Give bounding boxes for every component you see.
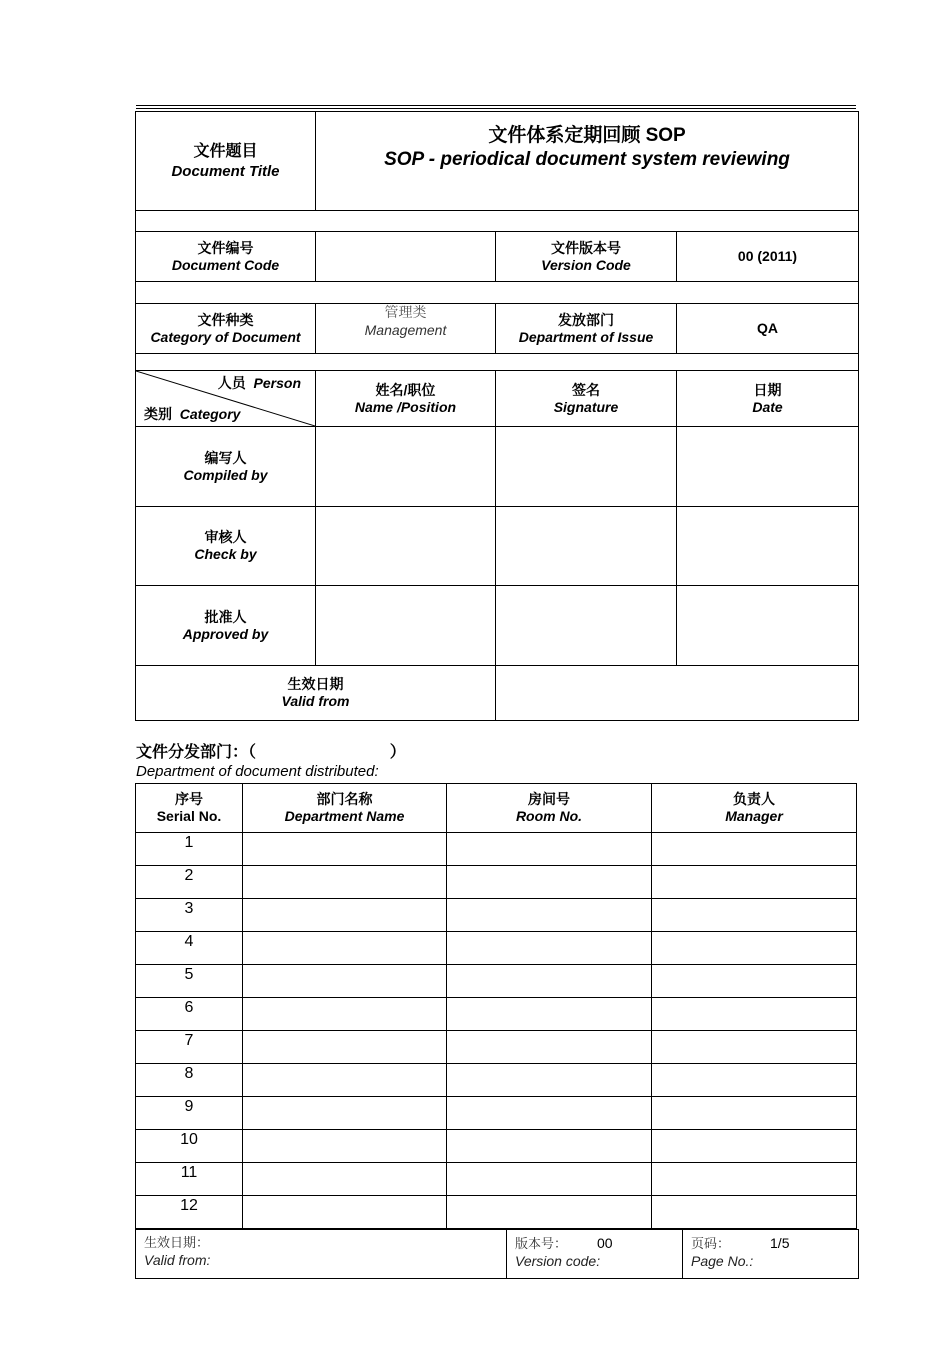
category-value-en: Management xyxy=(364,322,447,338)
valid-from-label xyxy=(136,666,496,721)
compiled-name-cell[interactable] xyxy=(316,427,496,507)
code-label-zh: 文件编号 xyxy=(197,239,254,256)
header-rule-bottom xyxy=(136,108,856,109)
title-label-cell xyxy=(136,112,316,211)
approved-by-en: Approved by xyxy=(182,625,269,642)
document-info-table xyxy=(135,111,859,721)
category-label-zh: 文件种类 xyxy=(197,311,254,328)
table-row xyxy=(136,1064,857,1097)
manager-cell[interactable] xyxy=(652,932,857,965)
footer-valid-zh: 生效日期： xyxy=(144,1236,210,1251)
category-value-cell xyxy=(316,304,496,354)
corner-bottom-zh: 类别 xyxy=(144,406,172,422)
serial-number-cell: 3 xyxy=(136,899,243,932)
manager-header-en: Manager xyxy=(725,808,783,824)
room-number-cell[interactable] xyxy=(447,833,652,866)
manager-cell[interactable] xyxy=(652,1130,857,1163)
document-title-en: SOP - periodical document system reviewing xyxy=(384,149,790,170)
check-by-label xyxy=(136,507,316,586)
manager-header xyxy=(652,784,857,833)
department-name-cell[interactable] xyxy=(243,998,447,1031)
category-label-cell xyxy=(136,304,316,354)
room-number-cell[interactable] xyxy=(447,1130,652,1163)
table-row xyxy=(136,1196,857,1229)
serial-number-cell: 10 xyxy=(136,1130,243,1163)
department-name-cell[interactable] xyxy=(243,1196,447,1229)
room-number-cell[interactable] xyxy=(447,1064,652,1097)
corner-header-cell xyxy=(136,371,316,427)
col-date-header xyxy=(677,371,859,427)
room-number-cell[interactable] xyxy=(447,932,652,965)
footer-version-value: 00 xyxy=(597,1235,613,1251)
distribution-label-zh: 文件分发部门：（ ） xyxy=(136,742,406,761)
serial-header-en: Serial No. xyxy=(156,808,222,824)
check-date-cell[interactable] xyxy=(677,507,859,586)
table-row xyxy=(136,998,857,1031)
check-by-en: Check by xyxy=(194,546,257,562)
col-sign-en: Signature xyxy=(553,398,619,415)
corner-top-en: Person xyxy=(253,375,301,391)
department-name-cell[interactable] xyxy=(243,1031,447,1064)
col-name-en: Name /Position xyxy=(354,398,457,415)
compiled-by-label xyxy=(136,427,316,507)
room-number-cell[interactable] xyxy=(447,998,652,1031)
version-value: 00 (2011) xyxy=(737,247,798,264)
header-rule-top xyxy=(136,105,856,106)
check-name-cell[interactable] xyxy=(316,507,496,586)
room-number-cell[interactable] xyxy=(447,1097,652,1130)
col-date-zh: 日期 xyxy=(753,381,782,398)
dept-label-cell xyxy=(496,304,677,354)
serial-number-cell: 1 xyxy=(136,833,243,866)
col-sign-header xyxy=(496,371,677,427)
version-label-zh: 文件版本号 xyxy=(551,239,621,256)
valid-from-zh: 生效日期 xyxy=(287,676,344,692)
department-header xyxy=(243,784,447,833)
footer-version xyxy=(507,1230,683,1279)
room-number-cell[interactable] xyxy=(447,899,652,932)
manager-cell[interactable] xyxy=(652,1097,857,1130)
dept-label-en: Department of Issue xyxy=(518,328,654,345)
table-row xyxy=(136,1031,857,1064)
page-footer xyxy=(135,1229,859,1279)
room-number-cell[interactable] xyxy=(447,1031,652,1064)
room-header-zh: 房间号 xyxy=(528,791,570,807)
serial-header-zh: 序号 xyxy=(175,791,203,807)
approved-date-cell[interactable] xyxy=(677,586,859,666)
table-row xyxy=(136,1097,857,1130)
valid-from-en: Valid from xyxy=(281,693,350,709)
compiled-by-en: Compiled by xyxy=(183,466,268,483)
compiled-by-zh: 编写人 xyxy=(204,449,247,466)
dept-value: QA xyxy=(757,319,779,336)
check-signature-cell[interactable] xyxy=(496,507,677,586)
serial-number-cell: 7 xyxy=(136,1031,243,1064)
department-name-cell[interactable] xyxy=(243,1163,447,1196)
manager-header-zh: 负责人 xyxy=(733,791,775,807)
footer-page-zh: 页码： xyxy=(691,1237,731,1252)
compiled-signature-cell[interactable] xyxy=(496,427,677,507)
table-row xyxy=(136,833,857,866)
serial-number-cell: 11 xyxy=(136,1163,243,1196)
serial-number-cell: 8 xyxy=(136,1064,243,1097)
footer-page xyxy=(683,1230,859,1279)
corner-bottom-en: Category xyxy=(179,406,241,422)
manager-cell[interactable] xyxy=(652,1196,857,1229)
department-name-cell[interactable] xyxy=(243,965,447,998)
approved-by-zh: 批准人 xyxy=(204,608,247,625)
document-title-zh: 文件体系定期回顾 SOP xyxy=(488,125,686,146)
serial-number-cell: 9 xyxy=(136,1097,243,1130)
spacer-row xyxy=(136,282,859,304)
col-sign-zh: 签名 xyxy=(572,381,600,398)
serial-number-cell: 12 xyxy=(136,1196,243,1229)
serial-number-cell: 6 xyxy=(136,998,243,1031)
corner-top-label xyxy=(218,373,301,393)
department-header-zh: 部门名称 xyxy=(316,791,373,807)
serial-number-cell: 5 xyxy=(136,965,243,998)
room-number-cell[interactable] xyxy=(447,1196,652,1229)
table-row xyxy=(136,965,857,998)
version-value-cell xyxy=(677,232,859,282)
col-name-header xyxy=(316,371,496,427)
version-label-en: Version Code xyxy=(541,256,631,273)
department-name-cell[interactable] xyxy=(243,866,447,899)
department-name-cell[interactable] xyxy=(243,1064,447,1097)
col-date-en: Date xyxy=(752,398,783,415)
table-row xyxy=(136,932,857,965)
category-label-en: Category of Document xyxy=(150,328,301,345)
serial-header xyxy=(136,784,243,833)
manager-cell[interactable] xyxy=(652,998,857,1031)
footer-version-en: Version code: xyxy=(515,1253,601,1269)
distribution-header-row xyxy=(136,784,857,833)
table-row xyxy=(136,866,857,899)
distribution-rows xyxy=(136,833,857,1229)
approved-signature-cell[interactable] xyxy=(496,586,677,666)
distribution-table xyxy=(135,783,857,1229)
title-value-cell xyxy=(316,112,859,211)
col-name-zh: 姓名/职位 xyxy=(375,381,436,398)
room-header-en: Room No. xyxy=(515,808,583,824)
corner-top-zh: 人员 xyxy=(217,375,246,391)
footer-page-en: Page No.: xyxy=(691,1253,754,1269)
title-label-en: Document Title xyxy=(171,162,280,180)
distribution-label-en: Department of document distributed: xyxy=(136,763,379,780)
title-label-zh: 文件题目 xyxy=(193,142,258,160)
room-number-cell[interactable] xyxy=(447,965,652,998)
table-row xyxy=(136,1163,857,1196)
room-header xyxy=(447,784,652,833)
code-label-en: Document Code xyxy=(171,256,280,273)
department-header-en: Department Name xyxy=(284,808,405,824)
footer-valid-from xyxy=(136,1230,507,1279)
manager-cell[interactable] xyxy=(652,833,857,866)
footer-page-value: 1/5 xyxy=(770,1235,790,1251)
dept-label-zh: 发放部门 xyxy=(558,311,614,328)
serial-number-cell: 2 xyxy=(136,866,243,899)
valid-from-value-cell[interactable] xyxy=(496,666,859,721)
footer-version-zh: 版本号： xyxy=(515,1237,568,1252)
footer-valid-en: Valid from: xyxy=(144,1252,211,1268)
manager-cell[interactable] xyxy=(652,965,857,998)
manager-cell[interactable] xyxy=(652,866,857,899)
approved-by-label xyxy=(136,586,316,666)
category-value-zh: 管理类 xyxy=(384,305,427,321)
room-number-cell[interactable] xyxy=(447,1163,652,1196)
version-label-cell xyxy=(496,232,677,282)
distribution-label xyxy=(136,741,856,781)
approved-name-cell[interactable] xyxy=(316,586,496,666)
department-name-cell[interactable] xyxy=(243,932,447,965)
department-name-cell[interactable] xyxy=(243,1130,447,1163)
code-label-cell xyxy=(136,232,316,282)
department-name-cell[interactable] xyxy=(243,899,447,932)
manager-cell[interactable] xyxy=(652,1064,857,1097)
manager-cell[interactable] xyxy=(652,899,857,932)
department-name-cell[interactable] xyxy=(243,1097,447,1130)
department-name-cell[interactable] xyxy=(243,833,447,866)
dept-value-cell xyxy=(677,304,859,354)
corner-bottom-label xyxy=(144,404,240,424)
manager-cell[interactable] xyxy=(652,1031,857,1064)
room-number-cell[interactable] xyxy=(447,866,652,899)
code-value-cell[interactable] xyxy=(316,232,496,282)
manager-cell[interactable] xyxy=(652,1163,857,1196)
compiled-date-cell[interactable] xyxy=(677,427,859,507)
table-row xyxy=(136,899,857,932)
serial-number-cell: 4 xyxy=(136,932,243,965)
spacer-row xyxy=(136,211,859,232)
spacer-row xyxy=(136,354,859,371)
table-row xyxy=(136,1130,857,1163)
check-by-zh: 审核人 xyxy=(204,529,247,545)
